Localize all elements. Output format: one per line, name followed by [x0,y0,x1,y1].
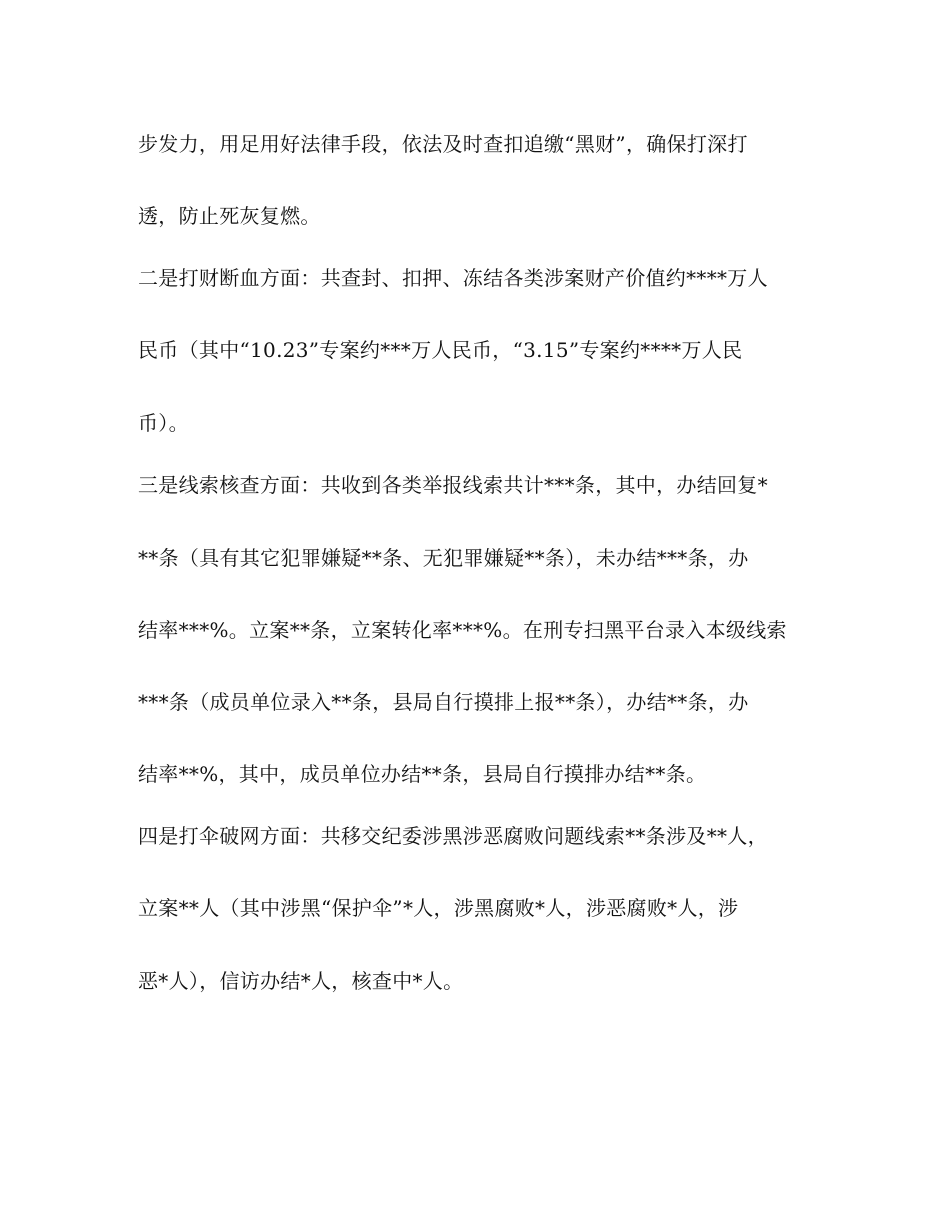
paragraph-3-line-4: ***条（成员单位录入**条，县局自行摸排上报**条），办结**条，办 [138,690,749,714]
paragraph-3-line-2: **条（具有其它犯罪嫌疑**条、无犯罪嫌疑**条），未办结***条，办 [138,546,749,570]
paragraph-4-line-3: 恶*人），信访办结*人，核查中*人。 [138,969,464,993]
paragraph-3-line-1: 三是线索核查方面：共收到各类举报线索共计***条，其中，办结回复* [138,473,768,497]
paragraph-2-line-1: 二是打财断血方面：共查封、扣押、冻结各类涉案财产价值约****万人 [138,266,768,290]
paragraph-1-line-1: 步发力，用足用好法律手段，依法及时查扣追缴“黑财”，确保打深打 [138,132,748,156]
paragraph-1-line-2: 透，防止死灰复燃。 [138,204,321,228]
paragraph-2-line-2: 民币（其中“10.23”专案约***万人民币，“3.15”专案约****万人民 [138,338,743,362]
paragraph-4-line-1: 四是打伞破网方面：共移交纪委涉黑涉恶腐败问题线索**条涉及**人， [138,824,768,848]
paragraph-3-line-3: 结率***%。立案**条，立案转化率***%。在刑专扫黑平台录入本级线索 [138,618,787,642]
paragraph-3-line-5: 结率**%，其中，成员单位办结**条，县局自行摸排办结**条。 [138,762,707,786]
paragraph-4-line-2: 立案**人（其中涉黑“保护伞”*人，涉黑腐败*人，涉恶腐败*人，涉 [138,896,739,920]
paragraph-2-line-3: 币）。 [138,411,189,435]
